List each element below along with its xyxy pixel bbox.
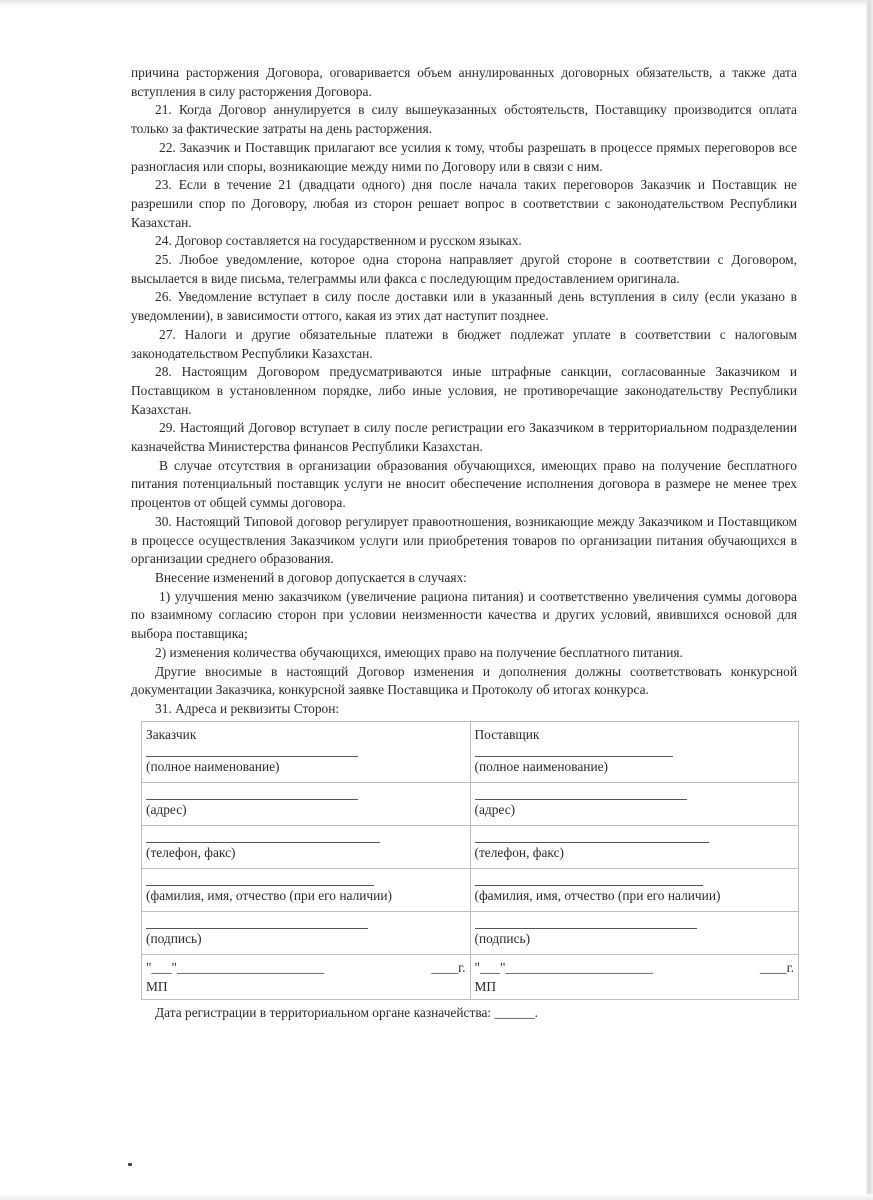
supplier-signature-cell [470,911,799,954]
supplier-header: Поставщик [474,726,540,742]
customer-phone-caption: (телефон, факс) [146,844,236,860]
supplier-fio-caption: (фамилия, имя, отчество (при его наличии) [474,887,721,903]
supplier-signature-line[interactable] [475,928,697,929]
customer-signature-cell [142,911,471,954]
clause-27: 27. Налоги и другие обязательные платежи в бюджет подлежат уплате в соответствии с налоговым законодательством Республики Казахстан. [131,326,797,361]
customer-fio-caption: (фамилия, имя, отчество (при его наличии) [146,887,392,903]
customer-name-cell [142,721,471,782]
supplier-phone-cell [470,825,799,868]
scan-right-edge [866,0,873,1200]
table-row [142,868,799,911]
customer-name-caption: (полное наименование) [146,758,280,774]
supplier-phone-caption: (телефон, факс) [474,844,564,860]
clause-30: 30. Настоящий Типовой договор регулирует правоотношения, возникающие между Заказчиком и Поставщиком в процессе осуществления Заказчиком услуги или приобретения товаров по организации питания обучающихся в организации среднего образования. [131,513,797,567]
clause-21: 21. Когда Договор аннулируется в силу вышеуказанных обстоятельств, Поставщику производится оплата только за фактические затраты на день расторжения. [131,102,797,137]
customer-header: Заказчик [146,726,197,742]
customer-date-cell [142,954,471,999]
supplier-name-line[interactable] [475,756,673,757]
clause-24: 24. Договор составляется на государственном и русском языках. [155,233,522,249]
table-row [142,782,799,825]
supplier-fio-line[interactable] [475,885,703,886]
requisites-table [141,721,799,1000]
clause-29-note: В случае отсутствия в организации образования обучающихся, имеющих право на получение бесплатного питания потенциальный поставщик услуги не вносит обеспечение исполнения договора в размере не менее трех процентов от общей суммы договора. [131,457,797,511]
table-row [142,911,799,954]
paragraph-continuation: причина расторжения Договора, оговаривается объем аннулированных договорных обязательств, а также дата вступления в силу расторжения Договора. [131,65,797,99]
scan-speck [128,1163,132,1166]
supplier-fio-cell [470,868,799,911]
supplier-name-caption: (полное наименование) [474,758,609,774]
clause-29: 29. Настоящий Договор вступает в силу после регистрации его Заказчиком в территориальном подразделении казначейства Министерства финансов Республики Казахстан. [131,420,797,455]
clause-25: 25. Любое уведомление, которое одна сторона направляет другой стороне в соответствии с Договором, высылается в виде письма, телеграммы или факса с последующим предоставлением оригинала. [131,252,797,286]
treasury-registration-date: Дата регистрации в территориальном органе казначейства: ______. [155,1004,539,1020]
customer-fio-line[interactable] [146,885,374,886]
customer-phone-line[interactable] [146,842,380,843]
amendment-item-1: 1) улучшения меню заказчиком (увеличение рациона питания) и соответственно увеличения суммы договора по взаимному согласию сторон при условии неизменности качества и других условий, явившихся основой для выбора поставщика; [131,588,797,642]
supplier-signature-caption: (подпись) [474,930,531,946]
clause-23: 23. Если в течение 21 (двадцати одного) дня после начала таких переговоров Заказчик и Поставщик не разрешили спор по Договору, любая из сторон решает вопрос в соответствии с законодательством Республики Казахстан. [131,177,797,230]
supplier-name-cell [470,721,799,782]
customer-signature-caption: (подпись) [146,930,202,946]
customer-date-field[interactable]: "___"______________________ [146,959,325,975]
amendments-intro: Внесение изменений в договор допускается в случаях: [155,569,467,585]
supplier-address-line[interactable] [475,799,687,800]
table-row [142,721,799,782]
customer-year-field[interactable]: ____г. [431,959,466,975]
customer-address-line[interactable] [146,799,358,800]
supplier-date-field[interactable]: "___"______________________ [474,959,653,975]
clause-31: 31. Адреса и реквизиты Сторон: [155,700,340,716]
customer-address-cell [142,782,471,825]
scan-bottom-edge [0,1194,873,1200]
supplier-address-cell [470,782,799,825]
customer-stamp-label: МП [146,978,168,994]
supplier-year-field[interactable]: ____г. [759,959,794,975]
supplier-stamp-label: МП [474,978,497,994]
clause-22: 22. Заказчик и Поставщик прилагают все усилия к тому, чтобы разрешать в процессе прямых переговоров все разногласия или споры, возникающие между ними по Договору или в связи с ним. [131,139,797,174]
customer-address-caption: (адрес) [146,801,187,817]
clause-26: 26. Уведомление вступает в силу после доставки или в указанный день вступления в силу (если указано в уведомлении), в зависимости оттого, какая из этих дат наступит позднее. [131,289,797,324]
customer-name-line[interactable] [146,756,358,757]
supplier-phone-line[interactable] [475,842,709,843]
customer-signature-line[interactable] [146,928,368,929]
customer-phone-cell [142,825,471,868]
amendments-other: Другие вносимые в настоящий Договор изменения и дополнения должны соответствовать конкурсной документации Заказчика, конкурсной заявке Поставщика и Протоколу об итогах конкурса. [131,663,797,698]
document-page [131,64,797,1022]
supplier-address-caption: (адрес) [474,801,516,817]
customer-fio-cell [142,868,471,911]
scan-top-edge [0,0,873,6]
table-row [142,825,799,868]
table-row [142,954,799,999]
clause-28: 28. Настоящим Договором предусматриваются иные штрафные санкции, согласованные Заказчиком и Поставщиком в установленном порядке, либо иные условия, не противоречащие законодательству Республики Казахстан. [131,364,797,417]
supplier-date-cell [470,954,799,999]
amendment-item-2: 2) изменения количества обучающихся, имеющих право на получение бесплатного питания. [155,644,683,660]
